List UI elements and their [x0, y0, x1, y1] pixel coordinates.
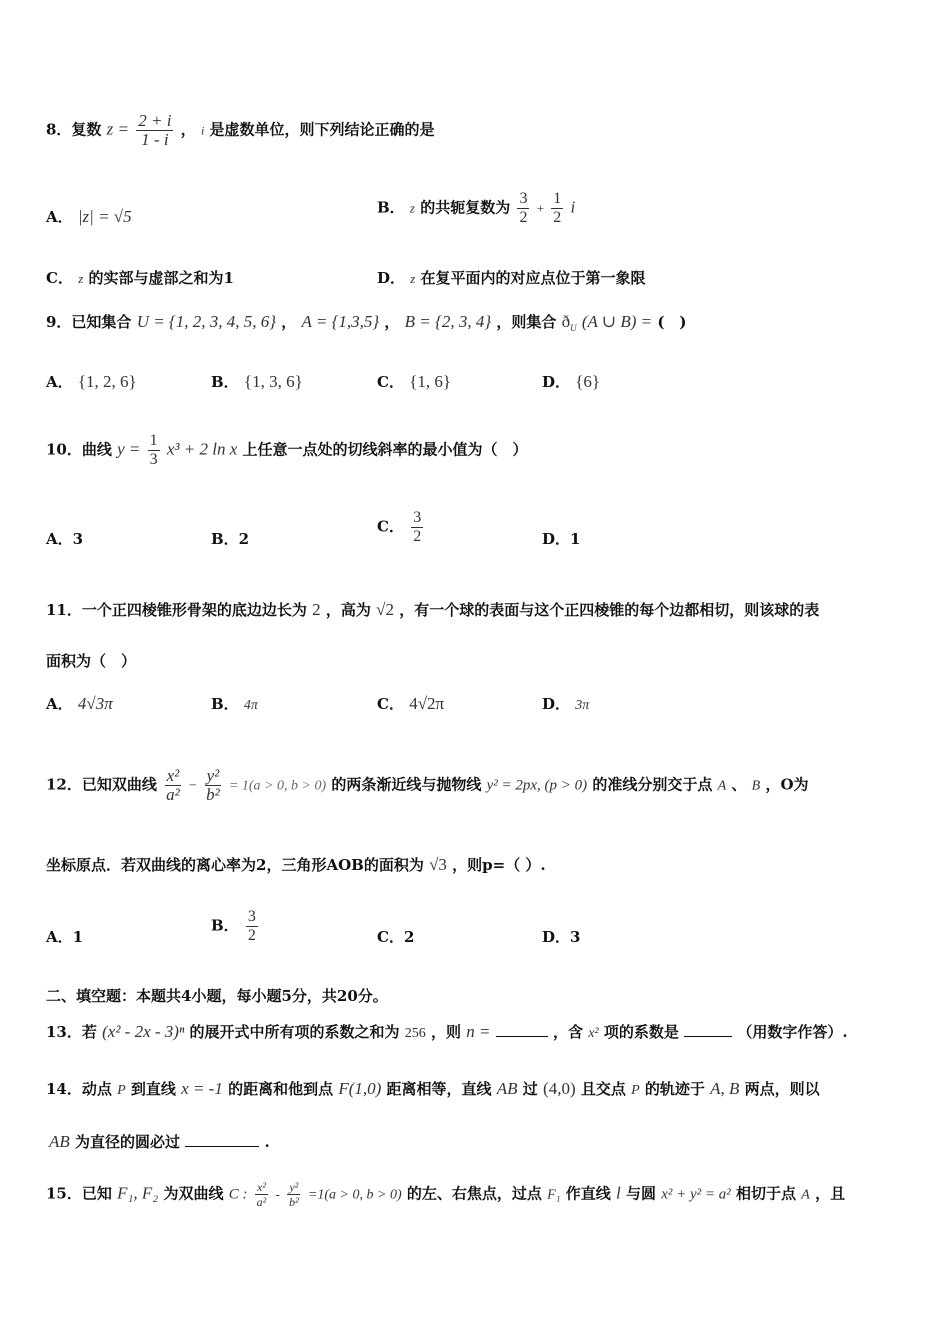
- q14-blank[interactable]: [185, 1146, 259, 1147]
- q14-line2-text: 为直径的圆必过: [75, 1133, 181, 1151]
- q11-option-b: [211, 694, 258, 716]
- q11-option-d: [542, 694, 589, 716]
- q12-line2-post: ，则p=（ ）.: [452, 856, 546, 874]
- q12-f2-den: b²: [206, 785, 220, 804]
- q8-fraction: [136, 112, 173, 149]
- q12-pa: A: [717, 778, 727, 794]
- q15-cond: =1(a > 0, b > 0): [307, 1187, 402, 1203]
- q15-f1: F₁: [547, 1187, 561, 1203]
- q14-pt: (4,0): [543, 1079, 576, 1098]
- q8-option-d-label: D．: [377, 269, 406, 287]
- q12-area: √3: [429, 855, 447, 874]
- q13-mid1: 的展开式中所有项的系数之和为: [189, 1023, 400, 1041]
- q12-option-b-frac: [246, 908, 258, 945]
- q15-pre: 15．已知: [46, 1184, 112, 1203]
- q9-option-b-label: B．: [211, 373, 239, 391]
- q8-option-b-f1-num: 3: [519, 190, 528, 207]
- q8-frac-den: 1 - i: [141, 130, 169, 149]
- q8-option-b-f1-den: 2: [519, 209, 528, 226]
- q9-option-b: [211, 372, 303, 392]
- q12-option-b-den: 2: [247, 927, 256, 944]
- q9-option-d-label: D．: [542, 373, 571, 391]
- q9-set-u: U = {1, 2, 3, 4, 5, 6}: [136, 312, 277, 331]
- q8-sep: ，: [180, 120, 196, 139]
- q9-set-a: A = {1,3,5}: [301, 312, 380, 331]
- q12-stem-line2: [46, 855, 546, 875]
- q9-complement: ð: [561, 312, 571, 331]
- q10-option-a: [46, 529, 83, 549]
- q11-line2: 面积为（ ）: [46, 652, 137, 670]
- q11-option-a-expr: 4√3π: [77, 694, 113, 713]
- q13-post: （用数字作答）.: [737, 1023, 848, 1041]
- q8-option-b-f2-den: 2: [553, 209, 562, 226]
- q8-option-a-expr: |z| = √5: [77, 207, 132, 226]
- q9-comma1: ，: [281, 313, 297, 331]
- q13-mid2: ，则: [431, 1023, 462, 1041]
- q10-frac-den: 3: [149, 451, 158, 468]
- q12-option-c-label: C．2: [377, 928, 415, 946]
- q15-mid1: 为双曲线: [163, 1184, 224, 1203]
- q15-c: C :: [228, 1186, 248, 1203]
- q12-option-b: [211, 908, 260, 945]
- q9-option-c: [377, 372, 451, 392]
- q11-stem: [46, 600, 819, 620]
- q10-lhs: y =: [117, 439, 141, 459]
- q14-post: 两点，则以: [744, 1080, 820, 1098]
- q10-stem-pre: 10．曲线: [46, 440, 112, 459]
- q8-option-d-text: 在复平面内的对应点位于第一象限: [420, 269, 646, 287]
- q14-mid4: 过: [522, 1080, 538, 1098]
- q11-mid1: ，高为: [325, 601, 371, 619]
- q10-option-c-num: 3: [413, 509, 422, 526]
- q8-option-d: [377, 268, 646, 289]
- q14-stem: [46, 1079, 820, 1101]
- q8-option-a: [46, 207, 132, 227]
- q12-mid1: 的两条渐近线与抛物线: [331, 775, 482, 794]
- section2-heading-text: 二、填空题：本题共4小题，每小题5分，共20分。: [46, 987, 388, 1005]
- q11-option-c-label: C．: [377, 695, 404, 713]
- q9-stem: [46, 312, 687, 338]
- q10-rhs: x³ + 2 ln x: [166, 439, 238, 459]
- q8-option-b: [377, 190, 575, 227]
- q13-pre: 13．若: [46, 1023, 97, 1041]
- q15-l: l: [616, 1183, 621, 1203]
- q9-sub-u: U: [570, 323, 577, 333]
- q12-pb: B: [751, 778, 761, 794]
- q15-post: ，且: [815, 1184, 846, 1203]
- q9-comma2: ，: [384, 313, 400, 331]
- q8-option-c-label: C．: [46, 269, 73, 287]
- q8-stem-pre: 8．复数: [46, 120, 102, 139]
- q8-frac-num: 2 + i: [138, 111, 172, 130]
- q9-option-a-expr: {1, 2, 6}: [77, 372, 137, 391]
- q12-option-a: [46, 927, 83, 947]
- q13-stem: [46, 1022, 848, 1044]
- q8-stem: [46, 112, 435, 149]
- q8-option-b-frac2: [551, 190, 563, 227]
- q10-option-b-label: B．2: [211, 530, 250, 548]
- q14-mid2: 的距离和他到点: [228, 1080, 334, 1098]
- q8-formula-lhs: z =: [106, 119, 130, 139]
- q9-option-b-expr: {1, 3, 6}: [243, 372, 303, 391]
- q15-a: A: [801, 1187, 810, 1203]
- q8-option-a-label: A．: [46, 208, 73, 226]
- q8-stem-post: 是虚数单位，则下列结论正确的是: [209, 120, 435, 139]
- q11-option-a: [46, 694, 113, 714]
- q11-option-b-label: B．: [211, 695, 239, 713]
- q9-option-c-expr: {1, 6}: [409, 372, 452, 391]
- q9-option-a-label: A．: [46, 373, 73, 391]
- q8-option-b-f2-num: 1: [553, 190, 562, 207]
- q14-pre: 14．动点: [46, 1080, 112, 1098]
- q12-cond: = 1(a > 0, b > 0): [228, 778, 327, 794]
- q11-option-c-expr: 4√2π: [409, 694, 445, 713]
- q14-stem-line2: [49, 1132, 270, 1152]
- q12-option-b-num: 3: [247, 908, 256, 925]
- q13-val: 256: [404, 1026, 426, 1041]
- q12-option-b-label: B．: [211, 916, 239, 935]
- q14-p2: P: [631, 1083, 640, 1098]
- q9-option-a: [46, 372, 137, 392]
- q10-option-c: [377, 509, 425, 546]
- q14-mid1: 到直线: [130, 1080, 176, 1098]
- q9-mid: ，则集合: [496, 313, 557, 331]
- q10-option-b: [211, 529, 249, 549]
- q10-fraction: [148, 432, 160, 469]
- q10-option-c-den: 2: [413, 528, 422, 545]
- q14-ab2: A, B: [710, 1079, 740, 1098]
- q13-term: x²: [588, 1026, 599, 1041]
- q15-f1-den: a²: [256, 1195, 267, 1209]
- q13-mid4: 项的系数是: [603, 1023, 679, 1041]
- q15-mid5: 相切于点: [736, 1184, 797, 1203]
- q14-mid6: 的轨迹于: [644, 1080, 705, 1098]
- q11-option-a-label: A．: [46, 695, 73, 713]
- q12-sep: 、: [731, 775, 747, 794]
- q12-stem-pre: 12．已知双曲线: [46, 775, 157, 794]
- q10-option-c-frac: [411, 509, 423, 546]
- q12-parabola: y² = 2px, (p > 0): [486, 777, 588, 794]
- q12-mid2: 的准线分别交于点: [592, 775, 713, 794]
- q11-option-b-expr: 4π: [243, 698, 258, 713]
- q8-option-c: [46, 268, 234, 289]
- q14-line2-end: .: [264, 1133, 270, 1151]
- q12-minus: −: [188, 778, 197, 794]
- q15-mid2: 的左、右焦点，过点: [406, 1184, 542, 1203]
- q13-blank-1[interactable]: [496, 1036, 548, 1037]
- q9-option-d: [542, 372, 600, 392]
- q13-mid3: ，含: [552, 1023, 583, 1041]
- q11-stem-line2: [46, 651, 136, 671]
- q8-option-b-tail: i: [570, 197, 576, 217]
- q12-f2-num: y²: [206, 766, 220, 785]
- q10-option-d: [542, 529, 580, 549]
- q11-v1: 2: [312, 600, 321, 619]
- q12-option-a-label: A．1: [46, 928, 84, 946]
- q12-frac1: [164, 767, 182, 804]
- q10-frac-num: 1: [149, 432, 158, 449]
- q15-minus: -: [275, 1186, 280, 1202]
- q9-option-d-expr: {6}: [575, 372, 601, 391]
- q15-frac1: [255, 1180, 269, 1209]
- q12-f1-den: a²: [166, 785, 180, 804]
- q8-option-b-label: B．: [377, 198, 405, 217]
- q14-p: P: [117, 1083, 126, 1098]
- q12-option-d: [542, 927, 580, 947]
- q15-stem: [46, 1180, 845, 1209]
- q10-stem: [46, 432, 528, 469]
- q8-option-b-frac1: [517, 190, 529, 227]
- section-heading: [46, 986, 388, 1006]
- q14-focus: F(1,0): [338, 1079, 382, 1098]
- q10-option-d-label: D．1: [542, 530, 581, 548]
- q14-line2-ab: AB: [49, 1132, 70, 1151]
- q8-option-c-text: 的实部与虚部之和为1: [88, 269, 234, 287]
- q8-option-b-var: z: [409, 200, 415, 216]
- q12-option-c: [377, 927, 414, 947]
- q8-option-b-plus: +: [536, 200, 545, 216]
- q12-line2-pre: 坐标原点．若双曲线的离心率为2，三角形AOB的面积为: [46, 856, 424, 874]
- q12-option-d-label: D．3: [542, 928, 581, 946]
- q9-stem-pre: 9．已知集合: [46, 313, 132, 331]
- q10-option-a-label: A．3: [46, 530, 84, 548]
- q15-f2-num: y²: [289, 1180, 299, 1194]
- q11-option-d-label: D．: [542, 695, 571, 713]
- q9-paren: ( ): [657, 313, 687, 331]
- q10-stem-post: 上任意一点处的切线斜率的最小值为（ ）: [242, 440, 528, 459]
- q14-mid3: 距离相等，直线: [386, 1080, 492, 1098]
- q15-circle: x² + y² = a²: [661, 1186, 731, 1203]
- q15-f2-den: b²: [289, 1195, 299, 1209]
- q15-mid4: 与圆: [625, 1184, 656, 1203]
- q15-foci: F₁, F₂: [117, 1183, 159, 1203]
- q12-tail: ，O为: [765, 775, 809, 794]
- q11-v2: √2: [376, 600, 394, 619]
- q14-mid5: 且交点: [580, 1080, 626, 1098]
- q12-frac2: [204, 767, 222, 804]
- q9-union: (A ∪ B) =: [581, 312, 653, 331]
- q13-expr: (x² - 2x - 3)ⁿ: [102, 1022, 185, 1041]
- q11-stem-pre: 11．一个正四棱锥形骨架的底边边长为: [46, 601, 307, 619]
- q15-mid3: 作直线: [565, 1184, 611, 1203]
- q13-blank-2[interactable]: [684, 1036, 732, 1037]
- q14-line: x = -1: [181, 1079, 223, 1098]
- q12-f1-num: x²: [166, 766, 180, 785]
- q8-var-i: i: [200, 123, 205, 138]
- q8-option-d-var: z: [410, 271, 416, 286]
- q8-option-b-text: 的共轭复数为: [420, 198, 511, 217]
- q15-f1-num: x²: [257, 1180, 266, 1194]
- q11-option-d-expr: 3π: [575, 698, 590, 713]
- q11-mid2: ，有一个球的表面与这个正四棱锥的每个边都相切，则该球的表: [399, 601, 820, 619]
- q13-var-n: n =: [466, 1022, 491, 1041]
- q12-stem: [46, 767, 809, 804]
- q11-option-c: [377, 694, 444, 714]
- q14-ab: AB: [496, 1079, 518, 1098]
- q9-option-c-label: C．: [377, 373, 404, 391]
- q8-option-c-var: z: [78, 271, 84, 286]
- q9-set-b: B = {2, 3, 4}: [404, 312, 492, 331]
- q15-frac2: [287, 1180, 301, 1209]
- q10-option-c-label: C．: [377, 517, 404, 536]
